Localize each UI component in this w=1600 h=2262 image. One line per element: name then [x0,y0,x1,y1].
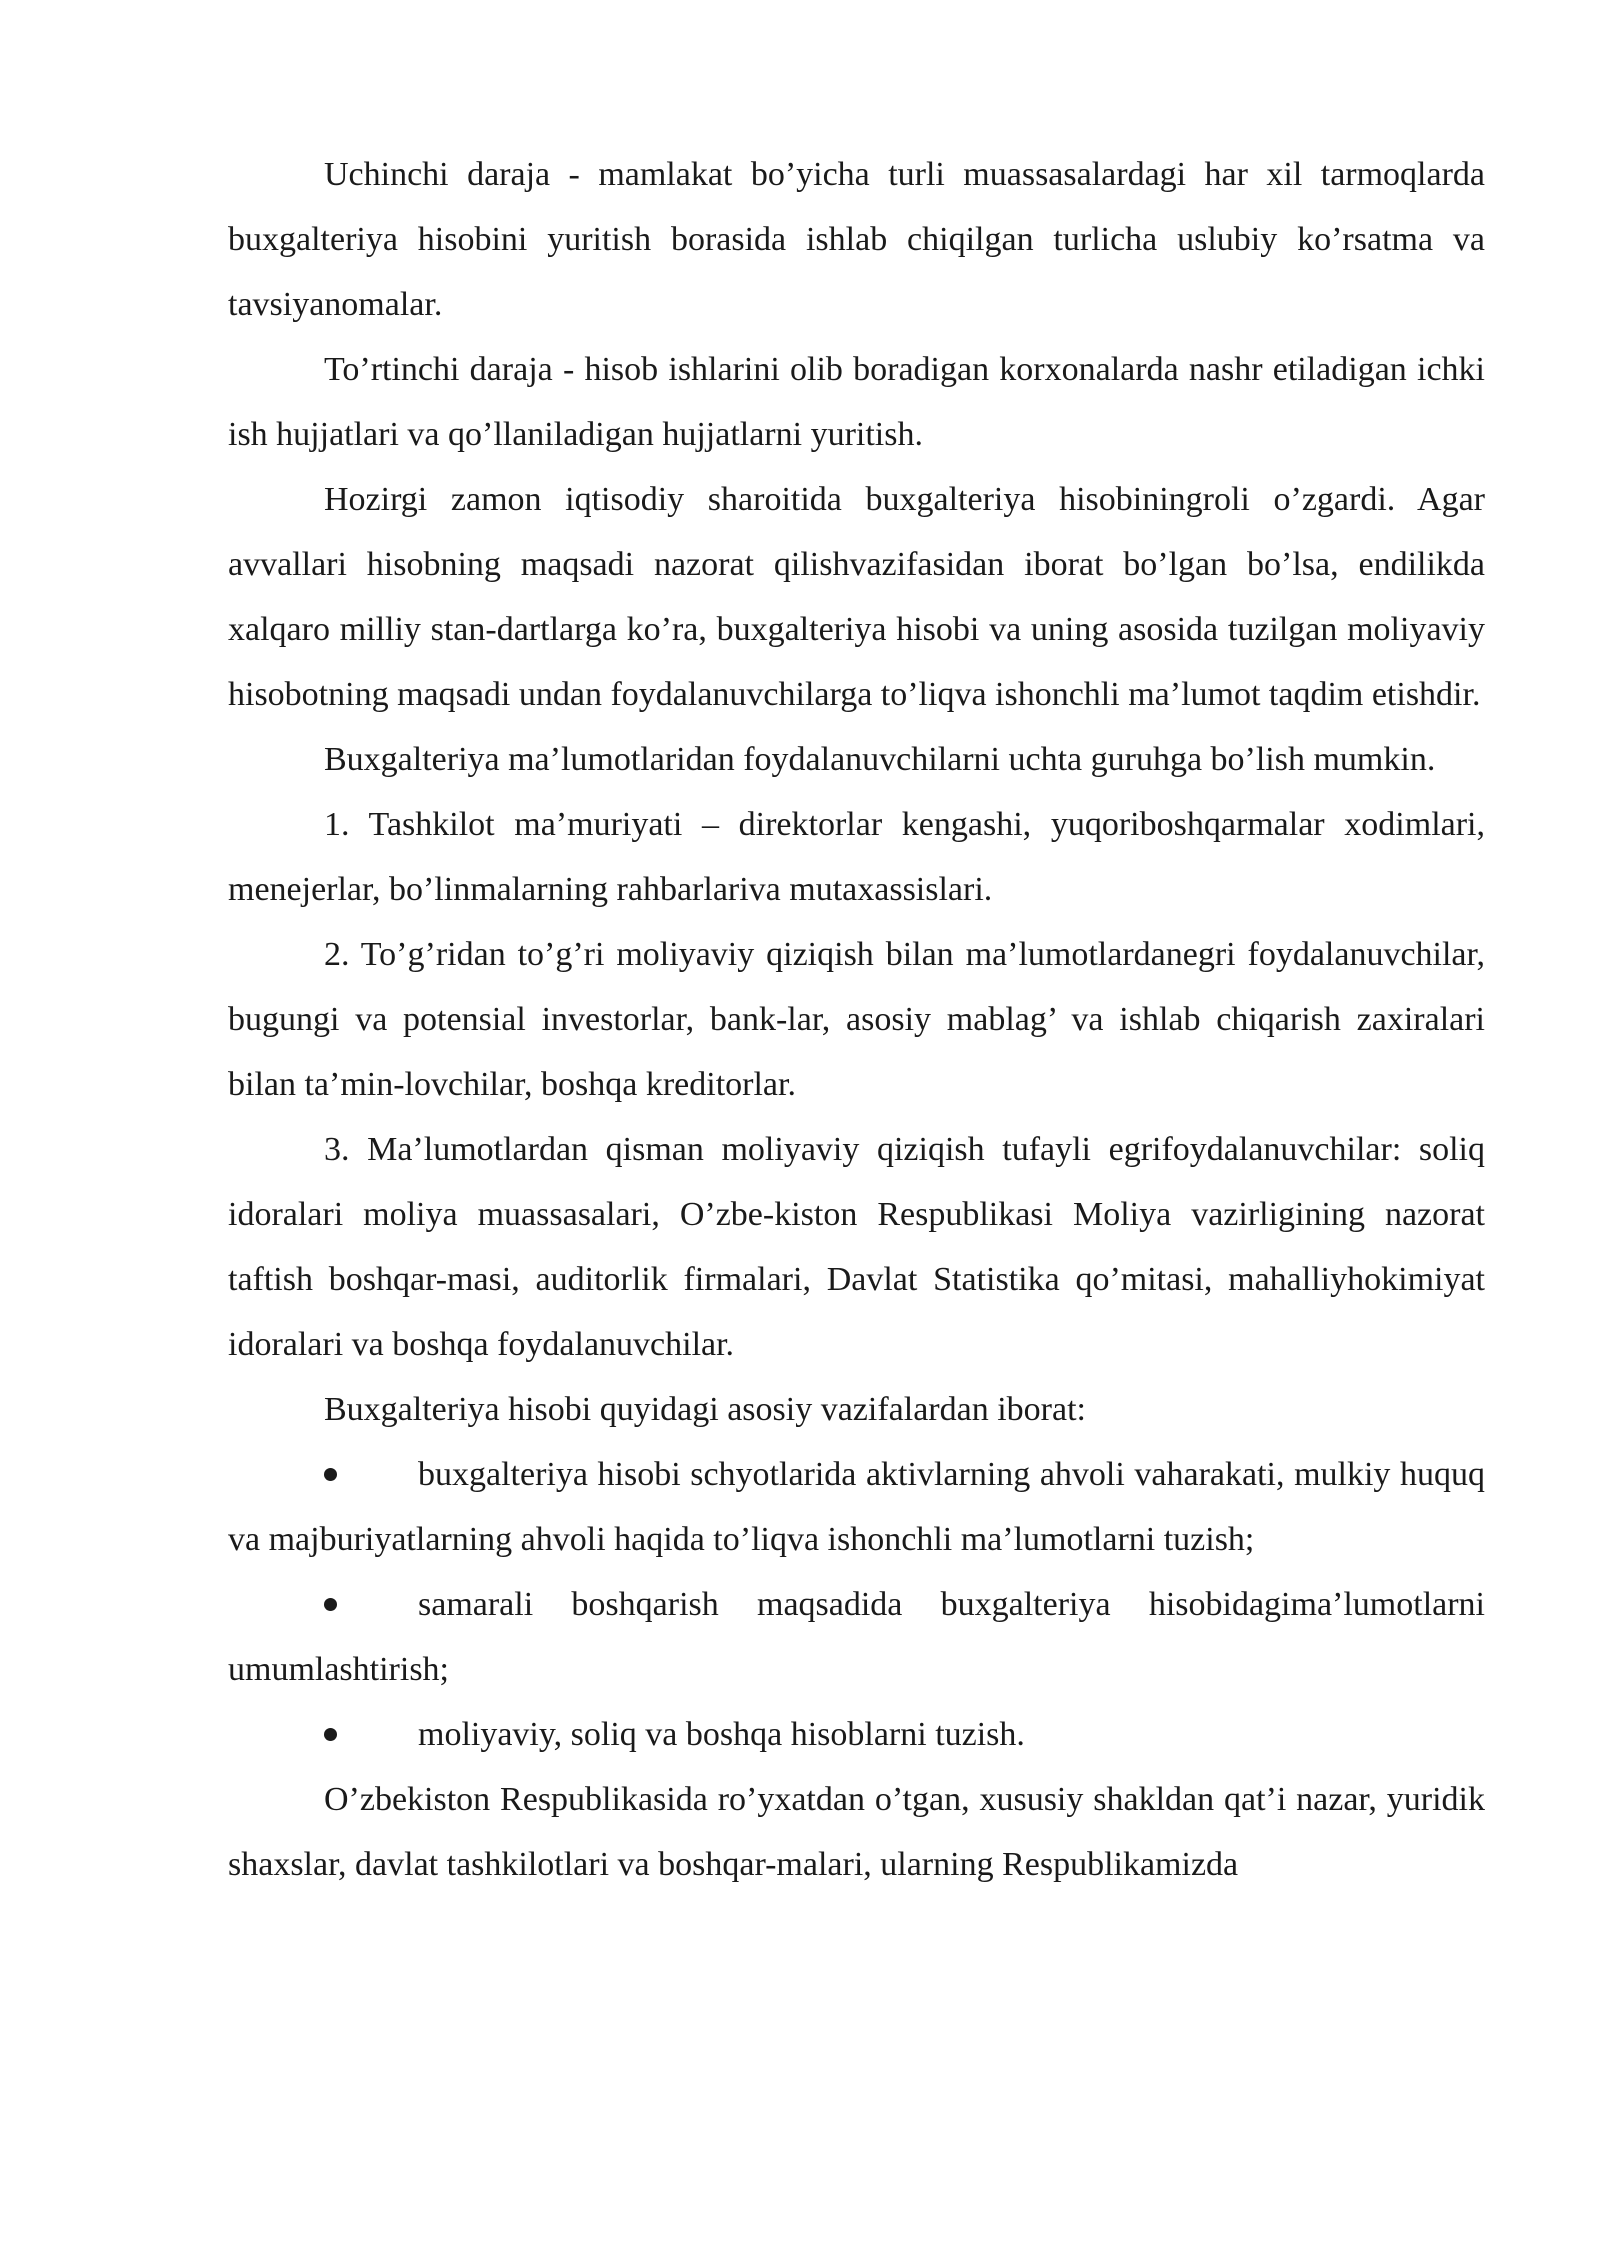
paragraph-group-one: 1. Tashkilot ma’muriyati – direktorlar kengashi, yuqoriboshqarmalar xodimlari, menejerlar, bo’linmalarning rahbarlariva mutaxassislari. [228,806,1485,908]
paragraph-user-groups-intro: Buxgalteriya ma’lumotlaridan foydalanuvchilarni uchta guruhga bo’lish mumkin. [324,741,1436,778]
list-item [228,1702,1485,1767]
list-item-text: samarali boshqarish maqsadida buxgalteriya hisobidagima’lumotlarni umumlashtirish; [228,1586,1485,1688]
document-page [228,142,1485,1897]
list-item [228,1442,1485,1572]
paragraph-modern-role: Hozirgi zamon iqtisodiy sharoitida buxgalteriya hisobiningroli o’zgardi. Agar avvallari hisobning maqsadi nazorat qilishvazifasidan iborat bo’lgan bo’lsa, endilikda xalqaro milliy stan-dartlarga ko’ra, buxgalteriya hisobi va uning asosida tuzilgan moliyaviy hisobotning maqsadi undan foydalanuvchilarga to’liqva ishonchli ma’lumot taqdim etishdir. [228,481,1485,713]
list-item-text: moliyaviy, soliq va boshqa hisoblarni tuzish. [418,1716,1025,1753]
paragraph-registration: O’zbekiston Respublikasida ro’yxatdan o’tgan, xususiy shakldan qat’i nazar, yuridik shaxslar, davlat tashkilotlari va boshqar-malari, ularning Respublikamizda [228,1781,1485,1883]
bullet-icon [324,1702,418,1767]
list-item-text: buxgalteriya hisobi schyotlarida aktivlarning ahvoli vaharakati, mulkiy huquq va majburiyatlarning ahvoli haqida to’liqva ishonchli ma’lumotlarni tuzish; [228,1456,1485,1558]
bullet-icon [324,1442,418,1507]
paragraph-group-three: 3. Ma’lumotlardan qisman moliyaviy qiziqish tufayli egrifoydalanuvchilar: soliq idoralari moliya muassasalari, O’zbe-kiston Respublikasi Moliya vazirligining nazorat taftish boshqar-masi, auditorlik firmalari, Davlat Statistika qo’mitasi, mahalliyhokimiyat idoralari va boshqa foydalanuvchilar. [228,1131,1485,1363]
list-item [228,1572,1485,1702]
paragraph-level-three: Uchinchi daraja - mamlakat bo’yicha turli muassasalardagi har xil tarmoqlarda buxgalteriya hisobini yuritish borasida ishlab chiqilgan turlicha uslubiy ko’rsatma va tavsiyanomalar. [228,156,1485,323]
paragraph-level-four: To’rtinchi daraja - hisob ishlarini olib boradigan korxonalarda nashr etiladigan ichki ish hujjatlari va qo’llaniladigan hujjatlarni yuritish. [228,351,1485,453]
paragraph-tasks-intro: Buxgalteriya hisobi quyidagi asosiy vazifalardan iborat: [324,1391,1086,1428]
bullet-icon [324,1572,418,1637]
paragraph-group-two: 2. To’g’ridan to’g’ri moliyaviy qiziqish bilan ma’lumotlardanegri foydalanuvchilar, bugungi va potensial investorlar, bank-lar, asosiy mablag’ va ishlab chiqarish zaxiralari bilan ta’min-lovchilar, boshqa kreditorlar. [228,936,1485,1103]
